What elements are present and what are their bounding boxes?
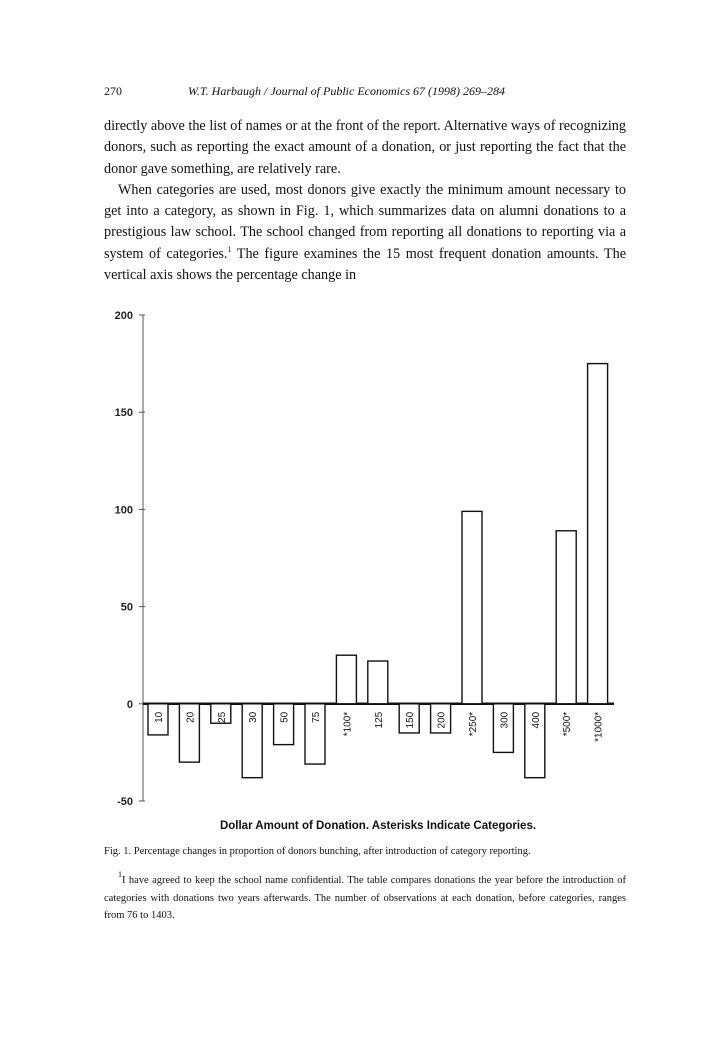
paragraph-2 — [104, 180, 626, 286]
category-label-10: *250* — [468, 711, 479, 737]
category-label-6: *100* — [342, 711, 354, 737]
body-text — [104, 116, 626, 286]
category-label-7: 125 — [373, 711, 385, 729]
category-label-3: 30 — [248, 711, 260, 723]
category-label-8: 150 — [405, 711, 417, 729]
y-tick-label-5: -50 — [117, 796, 133, 808]
category-label-12: 400 — [530, 711, 542, 729]
category-label-2: 25 — [216, 711, 228, 723]
category-label-9: 200 — [436, 711, 448, 729]
y-tick-label-3: 50 — [120, 601, 133, 614]
footnote-marker: 1 — [227, 244, 232, 254]
category-label-13: *500* — [562, 711, 574, 737]
x-axis-title: Dollar Amount of Donation. Asterisks Indicate Categories. — [219, 820, 537, 832]
y-tick-label-2: 100 — [114, 504, 133, 517]
page-number: 270 — [104, 84, 122, 98]
paragraph-1: directly above the list of names or at the front of the report. Alternative ways of recognizing donors, such as reporting the exact amount of a donation, or just reporting the fact that the donor gave something, are relatively rare. — [104, 118, 626, 177]
footnote-text — [104, 872, 626, 925]
bar-6 — [336, 655, 356, 704]
running-title: W.T. Harbaugh / Journal of Public Economics 67 (1998) 269–284 — [188, 84, 505, 98]
bar-4 — [274, 704, 294, 745]
footnote — [104, 872, 626, 925]
bar-chart — [100, 300, 628, 840]
y-tick-label-4: 0 — [126, 698, 133, 711]
paragraph-2-text: When categories are used, most donors give exactly the minimum amount necessary to get into a category, as shown in Fig. 1, which summarizes data on alumni donations to a prestigious law school. The school changed from reporting all donations to reporting via a system of categories. — [104, 181, 626, 262]
bar-14 — [588, 364, 608, 704]
category-label-14: *1000* — [593, 711, 605, 742]
bar-13 — [556, 531, 576, 704]
y-tick-label-0: 200 — [114, 310, 133, 322]
paragraph-2-text-continued: The figure examines the 15 most frequent donation amounts. The vertical axis shows the percentage change in — [104, 245, 626, 284]
category-label-11: 300 — [499, 711, 511, 729]
bar-7 — [368, 661, 388, 704]
footnote-number: 1 — [118, 870, 122, 879]
category-label-5: 75 — [311, 711, 322, 723]
category-label-4: 50 — [279, 711, 291, 723]
category-label-1: 20 — [185, 711, 197, 723]
figure-caption: Fig. 1. Percentage changes in proportion of donors bunching, after introduction of category reporting. — [104, 846, 531, 857]
category-label-0: 10 — [154, 711, 165, 723]
y-tick-label-1: 150 — [114, 407, 133, 420]
footnote-body: I have agreed to keep the school name confidential. The table compares donations the year before the introduction of categories with donations two years afterwards. The number of observations at each donation, before categories, ranges from 76 to 1403. — [104, 875, 626, 921]
bar-10 — [462, 511, 482, 703]
